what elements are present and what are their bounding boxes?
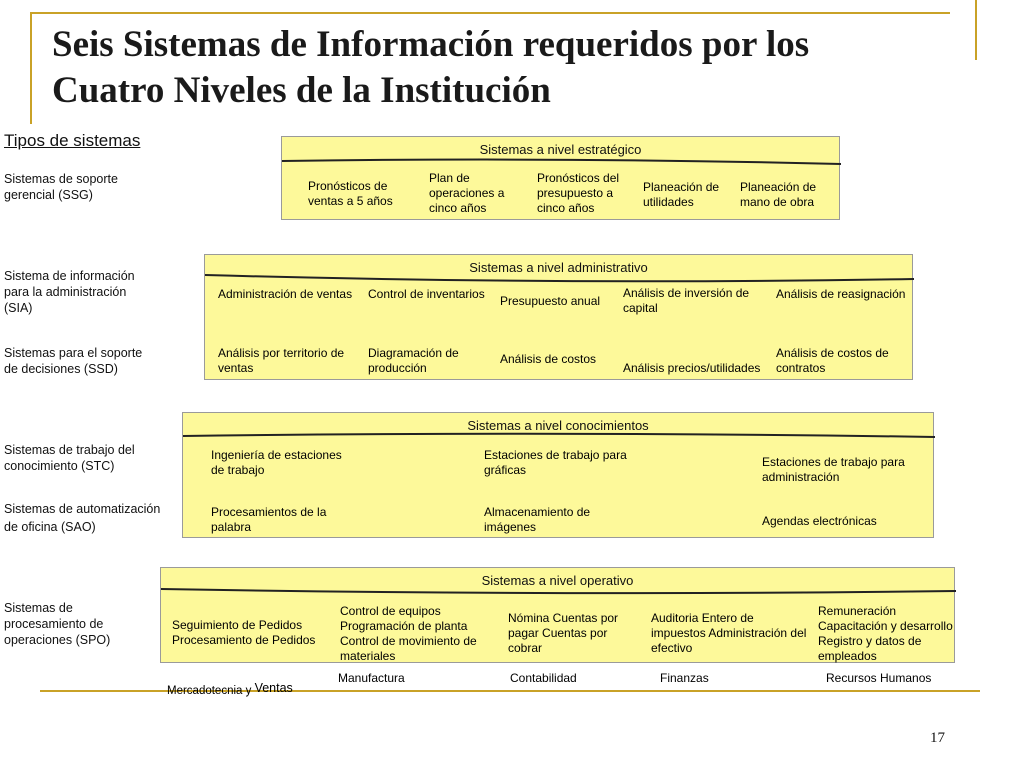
- label-sao: Sistemas de automatización de oficina (SAO): [4, 502, 161, 534]
- strategic-item: Pronósticos de ventas a 5 años: [308, 179, 393, 208]
- strategic-item: Planeación de mano de obra: [740, 180, 817, 209]
- operational-item: Remuneración Capacitación y desarrollo Registro y datos de empleados: [818, 604, 953, 663]
- admin-item: Análisis de inversión de capital: [623, 286, 750, 315]
- knowledge-item: Agendas electrónicas: [762, 514, 877, 528]
- knowledge-title: Sistemas a nivel conocimientos: [467, 418, 649, 433]
- page-number: 17: [930, 730, 945, 746]
- knowledge-item: Estaciones de trabajo para gráficas: [484, 448, 627, 477]
- label-ssg: Sistemas de soporte gerencial (SSG): [4, 172, 118, 202]
- operational-level-box: [160, 567, 955, 663]
- knowledge-item: Almacenamiento de imágenes: [484, 505, 591, 534]
- strategic-level-box: [281, 136, 840, 220]
- administrative-level-box: [204, 254, 913, 380]
- strategic-item: Plan de operaciones a cinco años: [429, 171, 505, 215]
- title-line-2: Cuatro Niveles de la Institución: [52, 70, 551, 111]
- page-title: [52, 22, 952, 114]
- label-stc: Sistemas de trabajo del conocimiento (STC): [4, 443, 135, 473]
- admin-item: Análisis de costos de contratos: [776, 346, 889, 375]
- admin-item: Control de inventarios: [368, 287, 485, 301]
- knowledge-item: Ingeniería de estaciones de trabajo: [211, 448, 342, 477]
- title-line-1: Seis Sistemas de Información requeridos por los: [52, 24, 810, 65]
- admin-item: Diagramación de producción: [368, 346, 459, 375]
- title-right-rule: [975, 0, 977, 60]
- types-heading: Tipos de sistemas: [4, 131, 141, 150]
- administrative-title: Sistemas a nivel administrativo: [469, 260, 648, 275]
- operational-item: Seguimiento de Pedidos Procesamiento de Pedidos: [172, 618, 316, 647]
- operational-item: Nómina Cuentas por pagar Cuentas por cobrar: [508, 611, 619, 655]
- label-sia: Sistema de información para la administración (SIA): [4, 269, 135, 315]
- strategic-item: Pronósticos del presupuesto a cinco años: [537, 171, 620, 215]
- dept-sales: [167, 683, 293, 697]
- operational-title: Sistemas a nivel operativo: [481, 573, 634, 588]
- title-top-rule: [30, 12, 950, 14]
- admin-item: Análisis por territorio de ventas: [218, 346, 345, 375]
- knowledge-item: Estaciones de trabajo para administración: [762, 455, 905, 484]
- dept-sales-prefix: Mercadotecnia y: [167, 685, 252, 697]
- admin-item: Análisis precios/utilidades: [623, 361, 761, 375]
- label-ssd: Sistemas para el soporte de decisiones (SSD): [4, 346, 143, 376]
- dept-accounting: Contabilidad: [510, 671, 577, 685]
- dept-finance: Finanzas: [660, 671, 709, 685]
- knowledge-level-box: [182, 412, 934, 538]
- strategic-title: Sistemas a nivel estratégico: [479, 142, 642, 157]
- admin-item: Análisis de costos: [500, 352, 597, 366]
- label-spo: Sistemas de procesamiento de operaciones (SPO): [4, 601, 111, 647]
- admin-item: Análisis de reasignación: [776, 287, 906, 301]
- dept-manufacturing: Manufactura: [338, 671, 405, 685]
- dept-sales-suffix: Ventas: [254, 681, 293, 695]
- title-left-rule: [30, 12, 32, 124]
- knowledge-item: Procesamientos de la palabra: [211, 505, 327, 534]
- operational-item: Auditoria Entero de impuestos Administración del efectivo: [651, 611, 807, 655]
- admin-item: Administración de ventas: [218, 287, 353, 301]
- strategic-item: Planeación de utilidades: [643, 180, 720, 209]
- admin-item: Presupuesto anual: [500, 294, 601, 308]
- dept-hr: Recursos Humanos: [826, 671, 932, 685]
- operational-item: Control de equipos Programación de planta Control de movimiento de materiales: [340, 604, 477, 663]
